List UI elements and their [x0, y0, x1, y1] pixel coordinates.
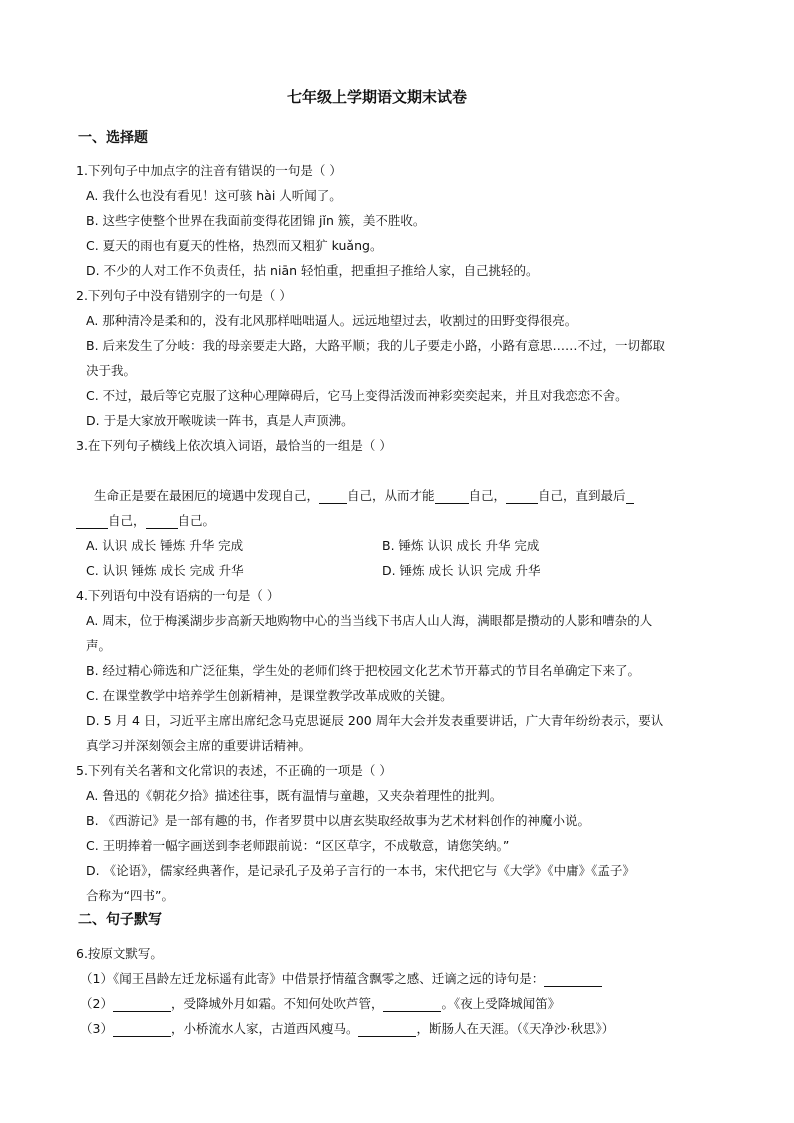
question-2-stem: 2.下列句子中没有错别字的一句是（ ） [76, 288, 292, 303]
question-3-option-d: D. 锤炼 成长 认识 完成 升华 [382, 563, 541, 578]
question-4-option-a: A. 周末，位于梅溪湖步步高新天地购物中心的当当线下书店人山人海，满眼都是攒动的人影和嘈杂的人 [86, 613, 653, 628]
question-3-stem: 3.在下列句子横线上依次填入词语，最恰当的一组是（ ） [76, 438, 392, 453]
question-3-sentence [94, 490, 634, 504]
question-4-option-a-continued: 声。 [86, 638, 112, 653]
answer-blank[interactable] [626, 490, 634, 504]
question-3-option-b: B. 锤炼 认识 成长 升华 完成 [382, 538, 540, 553]
answer-blank[interactable] [113, 998, 171, 1012]
question-1-option-a: A. 我什么也没有看见！这可骇 hài 人听闻了。 [86, 188, 342, 203]
question-4-option-c: C. 在课堂教学中培养学生创新精神，是课堂教学改革成败的关键。 [86, 688, 453, 703]
question-1-stem: 1.下列句子中加点字的注音有错误的一句是（ ） [76, 163, 342, 178]
section-heading-choice: 一、选择题 [78, 130, 148, 146]
question-3-sentence-continued [76, 515, 215, 529]
answer-blank[interactable] [113, 1023, 171, 1037]
question-4-option-b: B. 经过精心筛选和广泛征集，学生处的老师们终于把校园文化艺术节开幕式的节目名单确定下来了。 [86, 663, 641, 678]
question-5-option-c: C. 王明捧着一幅字画送到李老师跟前说：“区区草字，不成敬意，请您笑纳。” [86, 838, 510, 853]
answer-blank[interactable] [76, 515, 108, 529]
question-2-option-d: D. 于是大家放开喉咙读一阵书，真是人声顶沸。 [86, 413, 354, 428]
answer-blank[interactable] [383, 998, 441, 1012]
answer-blank[interactable] [435, 490, 469, 504]
question-5-option-b: B. 《西游记》是一部有趣的书，作者罗贯中以唐玄奘取经故事为艺术材料创作的神魔小说。 [86, 813, 591, 828]
page-title: 七年级上学期语文期末试卷 [287, 88, 468, 106]
sentence-text: 自己，直到最后 [538, 488, 626, 503]
question-6-part-2 [80, 998, 560, 1012]
answer-blank[interactable] [544, 973, 602, 987]
answer-blank[interactable] [319, 490, 347, 504]
section-heading-dictation: 二、句子默写 [78, 912, 162, 928]
prompt-text: ，受降城外月如霜。不知何处吹芦管， [170, 996, 384, 1011]
sentence-text: 自己， [108, 513, 146, 528]
sentence-text: 自己， [468, 488, 507, 503]
sentence-text: 生命正是要在最困厄的境遇中发现自己， [94, 488, 320, 503]
prompt-text: 。《夜上受降城闻笛》 [441, 996, 561, 1011]
answer-blank[interactable] [358, 1023, 416, 1037]
question-2-option-a: A. 那种清冷是柔和的，没有北风那样咄咄逼人。远远地望过去，收割过的田野变得很亮。 [86, 313, 578, 328]
question-3-option-a: A. 认识 成长 锤炼 升华 完成 [86, 538, 244, 553]
question-1-option-c: C. 夏天的雨也有夏天的性格，热烈而又粗犷 kuǎng。 [86, 238, 383, 253]
question-2-option-b: B. 后来发生了分岐：我的母亲要走大路，大路平顺；我的儿子要走小路，小路有意思……不过，一切都取 [86, 338, 666, 353]
sentence-text: 自己。 [177, 513, 216, 528]
question-1-option-b: B. 这些字使整个世界在我面前变得花团锦 jǐn 簇，美不胜收。 [86, 213, 426, 228]
answer-blank[interactable] [506, 490, 538, 504]
question-3-option-c: C. 认识 锤炼 成长 完成 升华 [86, 563, 244, 578]
question-4-option-d-continued: 真学习并深刻领会主席的重要讲话精神。 [86, 738, 312, 753]
prompt-text: （2） [80, 996, 113, 1011]
question-4-stem: 4.下列语句中没有语病的一句是（ ） [76, 588, 280, 603]
question-2-option-c: C. 不过，最后等它克服了这种心理障碍后，它马上变得活泼而神彩奕奕起来，并且对我恋恋不舍。 [86, 388, 628, 403]
question-6-part-3 [80, 1023, 614, 1037]
question-5-option-a: A. 鲁迅的《朝花夕拾》描述往事，既有温情与童趣，又夹杂着理性的批判。 [86, 788, 503, 803]
question-6-stem: 6.按原文默写。 [76, 946, 163, 961]
question-5-option-d-continued: 合称为“四书”。 [86, 888, 174, 903]
sentence-text: 自己，从而才能 [347, 488, 435, 503]
question-5-option-d: D. 《论语》，儒家经典著作，是记录孔子及弟子言行的一本书，宋代把它与《大学》《中庸》《孟子》 [86, 863, 635, 878]
question-5-stem: 5.下列有关名著和文化常识的表述，不正确的一项是（ ） [76, 763, 392, 778]
answer-blank[interactable] [146, 515, 178, 529]
question-1-option-d: D. 不少的人对工作不负责任，拈 niān 轻怕重，把重担子推给人家，自己挑轻的。 [86, 263, 539, 278]
question-6-part-1 [80, 973, 602, 987]
prompt-text: （1）《闻王昌龄左迁龙标遥有此寄》中借景抒情蕴含飘零之感、迁谪之远的诗句是： [80, 971, 545, 986]
prompt-text: ，小桥流水人家，古道西风瘦马。 [170, 1021, 359, 1036]
question-4-option-d: D. 5 月 4 日，习近平主席出席纪念马克思诞辰 200 周年大会并发表重要讲话，广大青年纷纷表示，要认 [86, 713, 664, 728]
question-2-option-b-continued: 决于我。 [86, 363, 137, 378]
prompt-text: ，断肠人在天涯。（《天净沙·秋思》） [416, 1021, 615, 1036]
prompt-text: （3） [80, 1021, 113, 1036]
